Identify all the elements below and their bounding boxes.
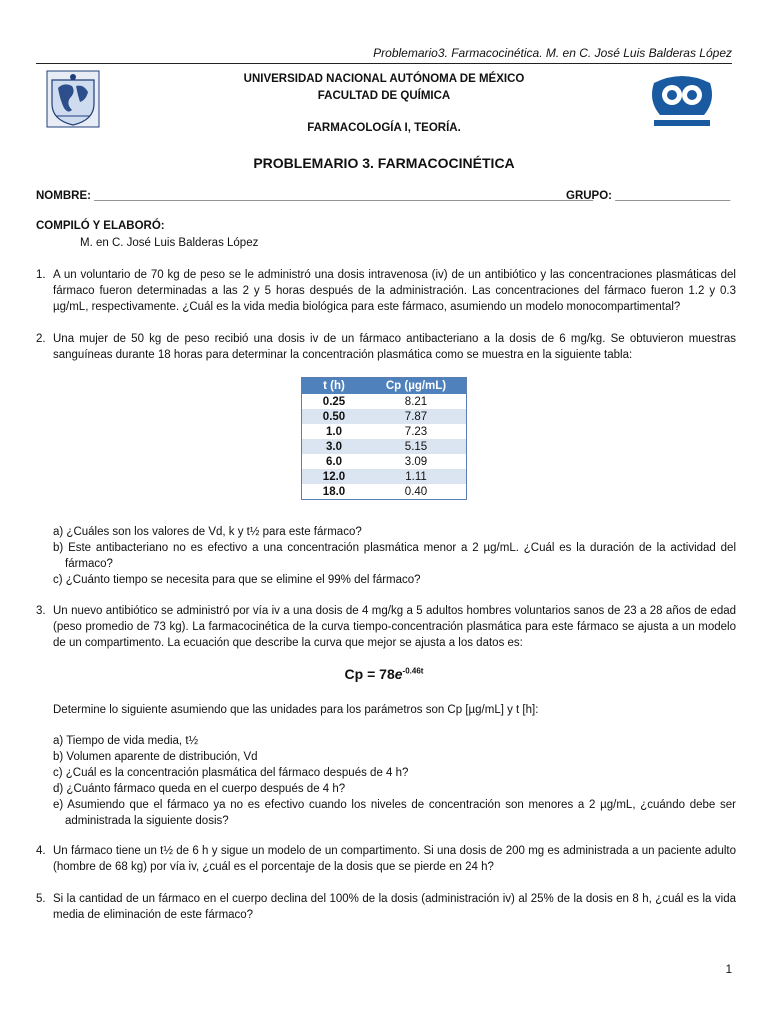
cp-cell: 7.23 [404, 425, 428, 438]
question-number: 3. [36, 605, 46, 617]
question-3d [53, 781, 736, 797]
table-row [302, 469, 467, 484]
table-row [302, 484, 467, 500]
cp-cell: 3.09 [404, 455, 428, 468]
question-3-instruction [36, 702, 736, 718]
equation-base: e [394, 666, 403, 682]
header-rule [36, 63, 732, 64]
table-row [302, 394, 467, 409]
table-row [302, 439, 467, 454]
subquestion-text: b) Este antibacteriano no es efectivo a una concentración plasmática menor a 2 µg/mL. ¿Cuál es la duración de la actividad del fármaco? [53, 542, 736, 570]
question-3c [53, 765, 736, 781]
cp-cell: 5.15 [366, 439, 467, 454]
page-title: PROBLEMARIO 3. FARMACOCINÉTICA [253, 155, 515, 171]
subquestion-text: c) ¿Cuál es la concentración plasmática del fármaco después de 4 h? [53, 767, 409, 779]
question-3b [53, 749, 736, 765]
cp-cell: 7.87 [366, 409, 467, 424]
table-row [302, 424, 467, 439]
compiled-label: COMPILÓ Y ELABORÓ: [36, 220, 165, 232]
question-text: Una mujer de 50 kg de peso recibió una dosis iv de un fármaco antibacteriano a la dosis de 6 mg/kg. Se obtuvieron muestras sanguíneas durante 18 horas para determinar la concentración plasmática como se muestra en la siguiente tabla: [53, 333, 736, 361]
cp-cell: 0.40 [404, 485, 428, 498]
time-cell: 0.50 [302, 409, 367, 424]
question-2c [53, 572, 736, 588]
time-cell: 18.0 [322, 485, 346, 498]
cp-cell: 8.21 [404, 395, 428, 408]
group-field: GRUPO: __________________ [566, 190, 731, 202]
subquestion-text: a) ¿Cuáles son los valores de Vd, k y t½ para este fármaco? [53, 526, 362, 538]
time-cell: 0.25 [322, 395, 346, 408]
running-header: Problemario3. Farmacocinética. M. en C. José Luis Balderas López [373, 46, 732, 60]
question-1 [36, 267, 736, 315]
question-text: A un voluntario de 70 kg de peso se le administró una dosis intravenosa (iv) de un antibiótico y las concentraciones plasmáticas del fármaco fueron determinadas a las 2 y 5 horas después de la administración. Las concentraciones del fármaco fueron 1.2 y 0.3 µg/mL, respectivamente. ¿Cuál es la vida media biológica para este fármaco, asumiendo un modelo monocompartimental? [53, 269, 736, 313]
author-name: M. en C. José Luis Balderas López [80, 237, 259, 249]
question-number: 5. [36, 893, 46, 905]
question-2 [36, 331, 736, 363]
course-name: FARMACOLOGÍA I, TEORÍA. [307, 122, 461, 134]
name-field: NOMBRE: ______________________________________________________________________________ [36, 190, 594, 202]
question-text: Un fármaco tiene un t½ de 6 h y sigue un modelo de un compartimento. Si una dosis de 200 mg es administrada a un paciente adulto (hombre de 68 kg) por vía iv, ¿cuál es el porcentaje de la dosis que se pierde en 24 h? [53, 845, 736, 873]
concentration-table [301, 377, 467, 500]
time-cell: 12.0 [302, 469, 367, 484]
question-5 [36, 891, 736, 923]
equation-lhs: Cp = 78 [344, 666, 395, 682]
question-number: 2. [36, 333, 46, 345]
question-2b [53, 540, 736, 572]
equation [0, 666, 768, 682]
question-number: 1. [36, 269, 46, 281]
question-2a [53, 524, 736, 540]
equation-exponent: -0.46t [402, 666, 424, 676]
question-3a [53, 733, 736, 749]
page-number: 1 [725, 964, 732, 976]
table-row [302, 454, 467, 469]
question-text: Si la cantidad de un fármaco en el cuerpo declina del 100% de la dosis (administración iv) al 25% de la dosis en 8 h, ¿cuál es la vida media de eliminación de este fármaco? [53, 893, 736, 921]
question-3 [36, 603, 736, 651]
faculty-name: FACULTAD DE QUÍMICA [317, 90, 451, 102]
subquestion-text: b) Volumen aparente de distribución, Vd [53, 751, 258, 763]
cp-cell: 1.11 [366, 469, 467, 484]
subquestion-text: d) ¿Cuánto fármaco queda en el cuerpo después de 4 h? [53, 783, 346, 795]
table-header-time: t (h) [302, 378, 367, 395]
instruction-text: Determine lo siguiente asumiendo que las unidades para los parámetros son Cp [µg/mL] y t [h]: [53, 704, 539, 716]
question-3e [53, 797, 736, 829]
question-4 [36, 843, 736, 875]
question-number: 4. [36, 845, 46, 857]
subquestion-text: c) ¿Cuánto tiempo se necesita para que se elimine el 99% del fármaco? [53, 574, 421, 586]
table-row [302, 409, 467, 424]
question-text: Un nuevo antibiótico se administró por vía iv a una dosis de 4 mg/kg a 5 adultos hombres voluntarios sanos de 23 a 28 años de edad (peso promedio de 73 kg). La farmacocinética de la curva tiempo-concentración plasmática para este fármaco se ajusta a un modelo de un compartimento. La ecuación que describe la curva que mejor se ajusta a los datos es: [53, 605, 736, 649]
time-cell: 1.0 [326, 425, 342, 438]
time-cell: 3.0 [302, 439, 367, 454]
subquestion-text: a) Tiempo de vida media, t½ [53, 735, 199, 747]
subquestion-text: e) Asumiendo que el fármaco ya no es efectivo cuando los niveles de concentración son menores a 2 µg/mL, ¿cuándo debe ser administrada la siguiente dosis? [53, 799, 736, 827]
table-header-cp: Cp (µg/mL) [366, 378, 467, 395]
time-cell: 6.0 [326, 455, 342, 468]
university-name: UNIVERSIDAD NACIONAL AUTÓNOMA DE MÉXICO [243, 73, 525, 85]
